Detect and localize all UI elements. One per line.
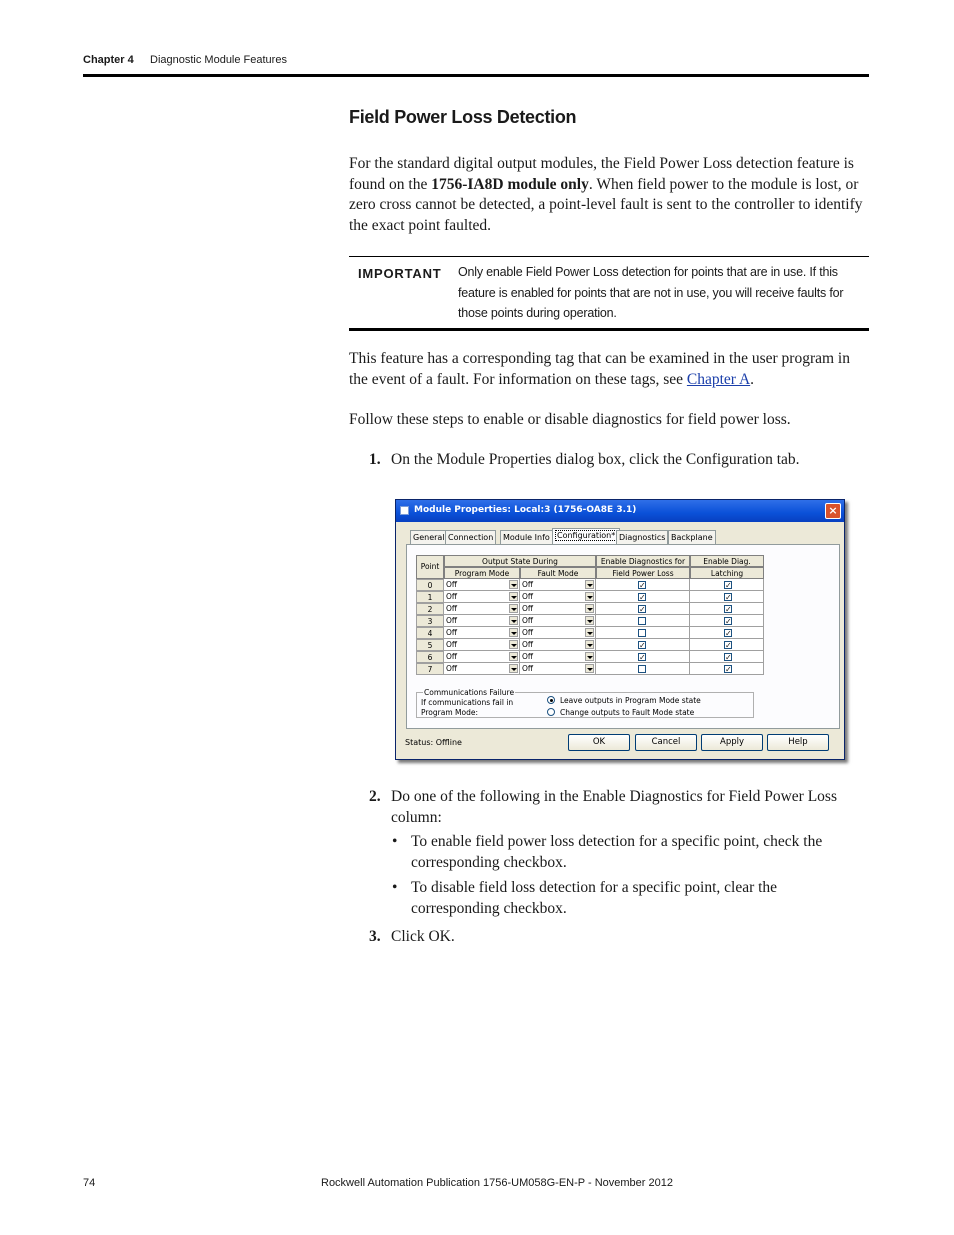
program-mode-value: Off: [446, 616, 458, 625]
field-power-loss-cell: [596, 579, 690, 591]
fault-mode-value: Off: [522, 580, 534, 589]
header-latching: Latching: [690, 567, 764, 579]
latching-checkbox[interactable]: ✓: [725, 641, 732, 650]
field-power-loss-checkbox[interactable]: ✓: [639, 581, 646, 590]
steps-intro: Follow these steps to enable or disable diagnostics for field power loss.: [349, 411, 791, 428]
fault-mode-dropdown[interactable]: [520, 615, 596, 627]
header-output-state: Output State During: [444, 555, 596, 567]
fault-mode-value: Off: [522, 640, 534, 649]
point-number: 0: [416, 579, 444, 591]
chevron-down-icon[interactable]: [509, 616, 518, 625]
cancel-button[interactable]: Cancel: [635, 734, 697, 751]
tag-paragraph: [349, 349, 869, 390]
field-power-loss-cell: [596, 651, 690, 663]
program-mode-value: Off: [446, 628, 458, 637]
important-text: Only enable Field Power Loss detection for points that are in use. If this feature is enabled for points that are not in use, you will receive faults for those points during operation.: [458, 265, 844, 320]
fault-mode-dropdown[interactable]: [520, 603, 596, 615]
program-mode-dropdown[interactable]: [444, 579, 520, 591]
fault-mode-value: Off: [522, 628, 534, 637]
latching-checkbox[interactable]: ✓: [725, 617, 732, 626]
fault-mode-dropdown[interactable]: [520, 639, 596, 651]
chevron-down-icon[interactable]: [585, 652, 594, 661]
latching-cell: [690, 651, 764, 663]
chevron-down-icon[interactable]: [585, 604, 594, 613]
latching-cell: [690, 579, 764, 591]
step-text: On the Module Properties dialog box, click the Configuration tab.: [391, 451, 800, 468]
fault-mode-value: Off: [522, 592, 534, 601]
fault-mode-dropdown[interactable]: [520, 627, 596, 639]
comm-line-1: If communications fail in: [421, 698, 514, 707]
latching-cell: [690, 639, 764, 651]
program-mode-value: Off: [446, 604, 458, 613]
communications-failure-group: [416, 688, 754, 718]
latching-cell: [690, 591, 764, 603]
step-number: 1.: [369, 451, 381, 468]
chevron-down-icon[interactable]: [509, 628, 518, 637]
header-enable-diag: Enable Diagnostics for: [596, 555, 690, 567]
program-mode-value: Off: [446, 664, 458, 673]
fault-mode-value: Off: [522, 604, 534, 613]
bullet-icon: •: [392, 879, 398, 896]
program-mode-value: Off: [446, 580, 458, 589]
window-icon: [400, 506, 409, 515]
important-tag: IMPORTANT: [358, 266, 442, 281]
intro-bold: 1756-IA8D module only: [431, 175, 589, 193]
header-fault-mode: Fault Mode: [520, 567, 596, 579]
fault-mode-value: Off: [522, 616, 534, 625]
chevron-down-icon[interactable]: [585, 616, 594, 625]
latching-checkbox[interactable]: ✓: [725, 593, 732, 602]
point-number: 5: [416, 639, 444, 651]
close-icon[interactable]: ×: [825, 503, 841, 519]
program-mode-dropdown[interactable]: [444, 639, 520, 651]
latching-cell: [690, 615, 764, 627]
field-power-loss-cell: [596, 603, 690, 615]
status-text: Status: Offline: [405, 738, 462, 747]
tab-diagnostics[interactable]: Diagnostics: [616, 530, 668, 544]
intro-text-1: For the standard digital output modules, the Field Power Loss detection feature is found on the: [349, 155, 854, 193]
bullet-text: To enable field power loss detection for a specific point, check the corresponding checkbox.: [411, 833, 823, 871]
field-power-loss-checkbox[interactable]: [638, 665, 646, 673]
program-mode-value: Off: [446, 592, 458, 601]
header-enable-latch: Enable Diag.: [690, 555, 764, 567]
module-properties-dialog: [395, 499, 845, 760]
chapter-a-link[interactable]: Chapter A: [686, 370, 751, 388]
latching-checkbox[interactable]: ✓: [725, 665, 732, 674]
fault-mode-dropdown[interactable]: [520, 591, 596, 603]
field-power-loss-checkbox[interactable]: ✓: [639, 653, 646, 662]
field-power-loss-cell: [596, 627, 690, 639]
latching-checkbox[interactable]: ✓: [725, 581, 732, 590]
field-power-loss-cell: [596, 663, 690, 675]
section-title: Field Power Loss Detection: [349, 107, 577, 127]
chevron-down-icon[interactable]: [509, 604, 518, 613]
step-text: Do one of the following in the Enable Diagnostics for Field Power Loss column:: [391, 788, 837, 826]
latching-cell: [690, 663, 764, 675]
chevron-down-icon[interactable]: [585, 580, 594, 589]
program-mode-dropdown[interactable]: [444, 591, 520, 603]
bullet-text: To disable field loss detection for a specific point, clear the corresponding checkbox.: [411, 879, 778, 917]
header-point: Point: [416, 555, 444, 579]
latching-checkbox[interactable]: ✓: [725, 629, 732, 638]
program-mode-dropdown[interactable]: [444, 603, 520, 615]
intro-text-2: . When field power to the module is lost, or zero cross cannot be detected, a point-level fault is sent to the controller to identify the exact point faulted.: [349, 175, 863, 234]
radio-label-leave: Leave outputs in Program Mode state: [560, 696, 701, 705]
chevron-down-icon[interactable]: [509, 640, 518, 649]
program-mode-dropdown[interactable]: [444, 615, 520, 627]
header-field-power-loss: Field Power Loss: [596, 567, 690, 579]
chevron-down-icon[interactable]: [509, 592, 518, 601]
bullet-disable: [392, 878, 862, 919]
point-number: 2: [416, 603, 444, 615]
chevron-down-icon[interactable]: [509, 580, 518, 589]
field-power-loss-cell: [596, 615, 690, 627]
field-power-loss-cell: [596, 639, 690, 651]
fault-mode-dropdown[interactable]: [520, 579, 596, 591]
latching-checkbox[interactable]: ✓: [725, 653, 732, 662]
step-2: [369, 787, 869, 828]
page-number: 74: [83, 1177, 96, 1189]
program-mode-dropdown[interactable]: [444, 627, 520, 639]
field-power-loss-checkbox[interactable]: ✓: [639, 641, 646, 650]
program-mode-value: Off: [446, 640, 458, 649]
help-button[interactable]: Help: [767, 734, 829, 751]
point-number: 4: [416, 627, 444, 639]
tab-connection[interactable]: Connection: [445, 530, 496, 544]
fault-mode-dropdown[interactable]: [520, 651, 596, 663]
chapter-title: Diagnostic Module Features: [150, 54, 287, 66]
chevron-down-icon[interactable]: [585, 664, 594, 673]
chevron-down-icon[interactable]: [509, 652, 518, 661]
latching-checkbox[interactable]: ✓: [725, 605, 732, 614]
field-power-loss-checkbox[interactable]: ✓: [639, 593, 646, 602]
tab-module-info[interactable]: Module Info: [500, 530, 553, 544]
comm-group-label: Communications Failure: [424, 688, 515, 697]
step-number: 3.: [369, 928, 381, 945]
comm-description: [421, 698, 513, 718]
step-text: Click OK.: [391, 928, 455, 945]
chevron-down-icon[interactable]: [509, 664, 518, 673]
important-box: [349, 256, 869, 331]
field-power-loss-cell: [596, 591, 690, 603]
page-header: [83, 53, 869, 77]
chevron-down-icon[interactable]: [585, 640, 594, 649]
chapter-number: Chapter 4: [83, 54, 134, 66]
field-power-loss-checkbox[interactable]: ✓: [639, 605, 646, 614]
tag-text: This feature has a corresponding tag that can be examined in the user program in the event of a fault. For information on these tags, see: [349, 350, 850, 388]
program-mode-dropdown[interactable]: [444, 651, 520, 663]
header-program-mode: Program Mode: [444, 567, 520, 579]
ok-button[interactable]: OK: [568, 734, 630, 751]
program-mode-value: Off: [446, 652, 458, 661]
latching-cell: [690, 603, 764, 615]
step-3: [369, 927, 869, 948]
point-number: 3: [416, 615, 444, 627]
point-number: 7: [416, 663, 444, 675]
dialog-titlebar: [396, 500, 844, 522]
fault-mode-dropdown[interactable]: [520, 663, 596, 675]
comm-line-2: Program Mode:: [421, 708, 478, 717]
apply-button[interactable]: Apply: [701, 734, 763, 751]
dialog-title: Module Properties: Local:3 (1756-OA8E 3.1): [414, 505, 637, 515]
tab-general[interactable]: General: [410, 530, 448, 544]
field-power-loss-checkbox[interactable]: [638, 617, 646, 625]
publication-info: Rockwell Automation Publication 1756-UM058G-EN-P - November 2012: [321, 1177, 673, 1189]
chevron-down-icon[interactable]: [585, 592, 594, 601]
intro-paragraph: [349, 154, 869, 236]
step-1: [369, 450, 869, 471]
step-number: 2.: [369, 788, 381, 805]
radio-leave-program-mode[interactable]: [547, 696, 555, 704]
program-mode-dropdown[interactable]: [444, 663, 520, 675]
field-power-loss-checkbox[interactable]: [638, 629, 646, 637]
bullet-enable: [392, 832, 862, 873]
radio-label-change: Change outputs to Fault Mode state: [560, 708, 695, 717]
chevron-down-icon[interactable]: [585, 628, 594, 637]
tab-backplane[interactable]: Backplane: [668, 530, 716, 544]
tag-text-end: .: [750, 370, 755, 388]
point-number: 1: [416, 591, 444, 603]
tab-configuration[interactable]: Configuration*: [552, 528, 620, 544]
fault-mode-value: Off: [522, 664, 534, 673]
radio-change-fault-mode[interactable]: [547, 708, 555, 716]
bullet-icon: •: [392, 833, 398, 850]
fault-mode-value: Off: [522, 652, 534, 661]
point-number: 6: [416, 651, 444, 663]
latching-cell: [690, 627, 764, 639]
